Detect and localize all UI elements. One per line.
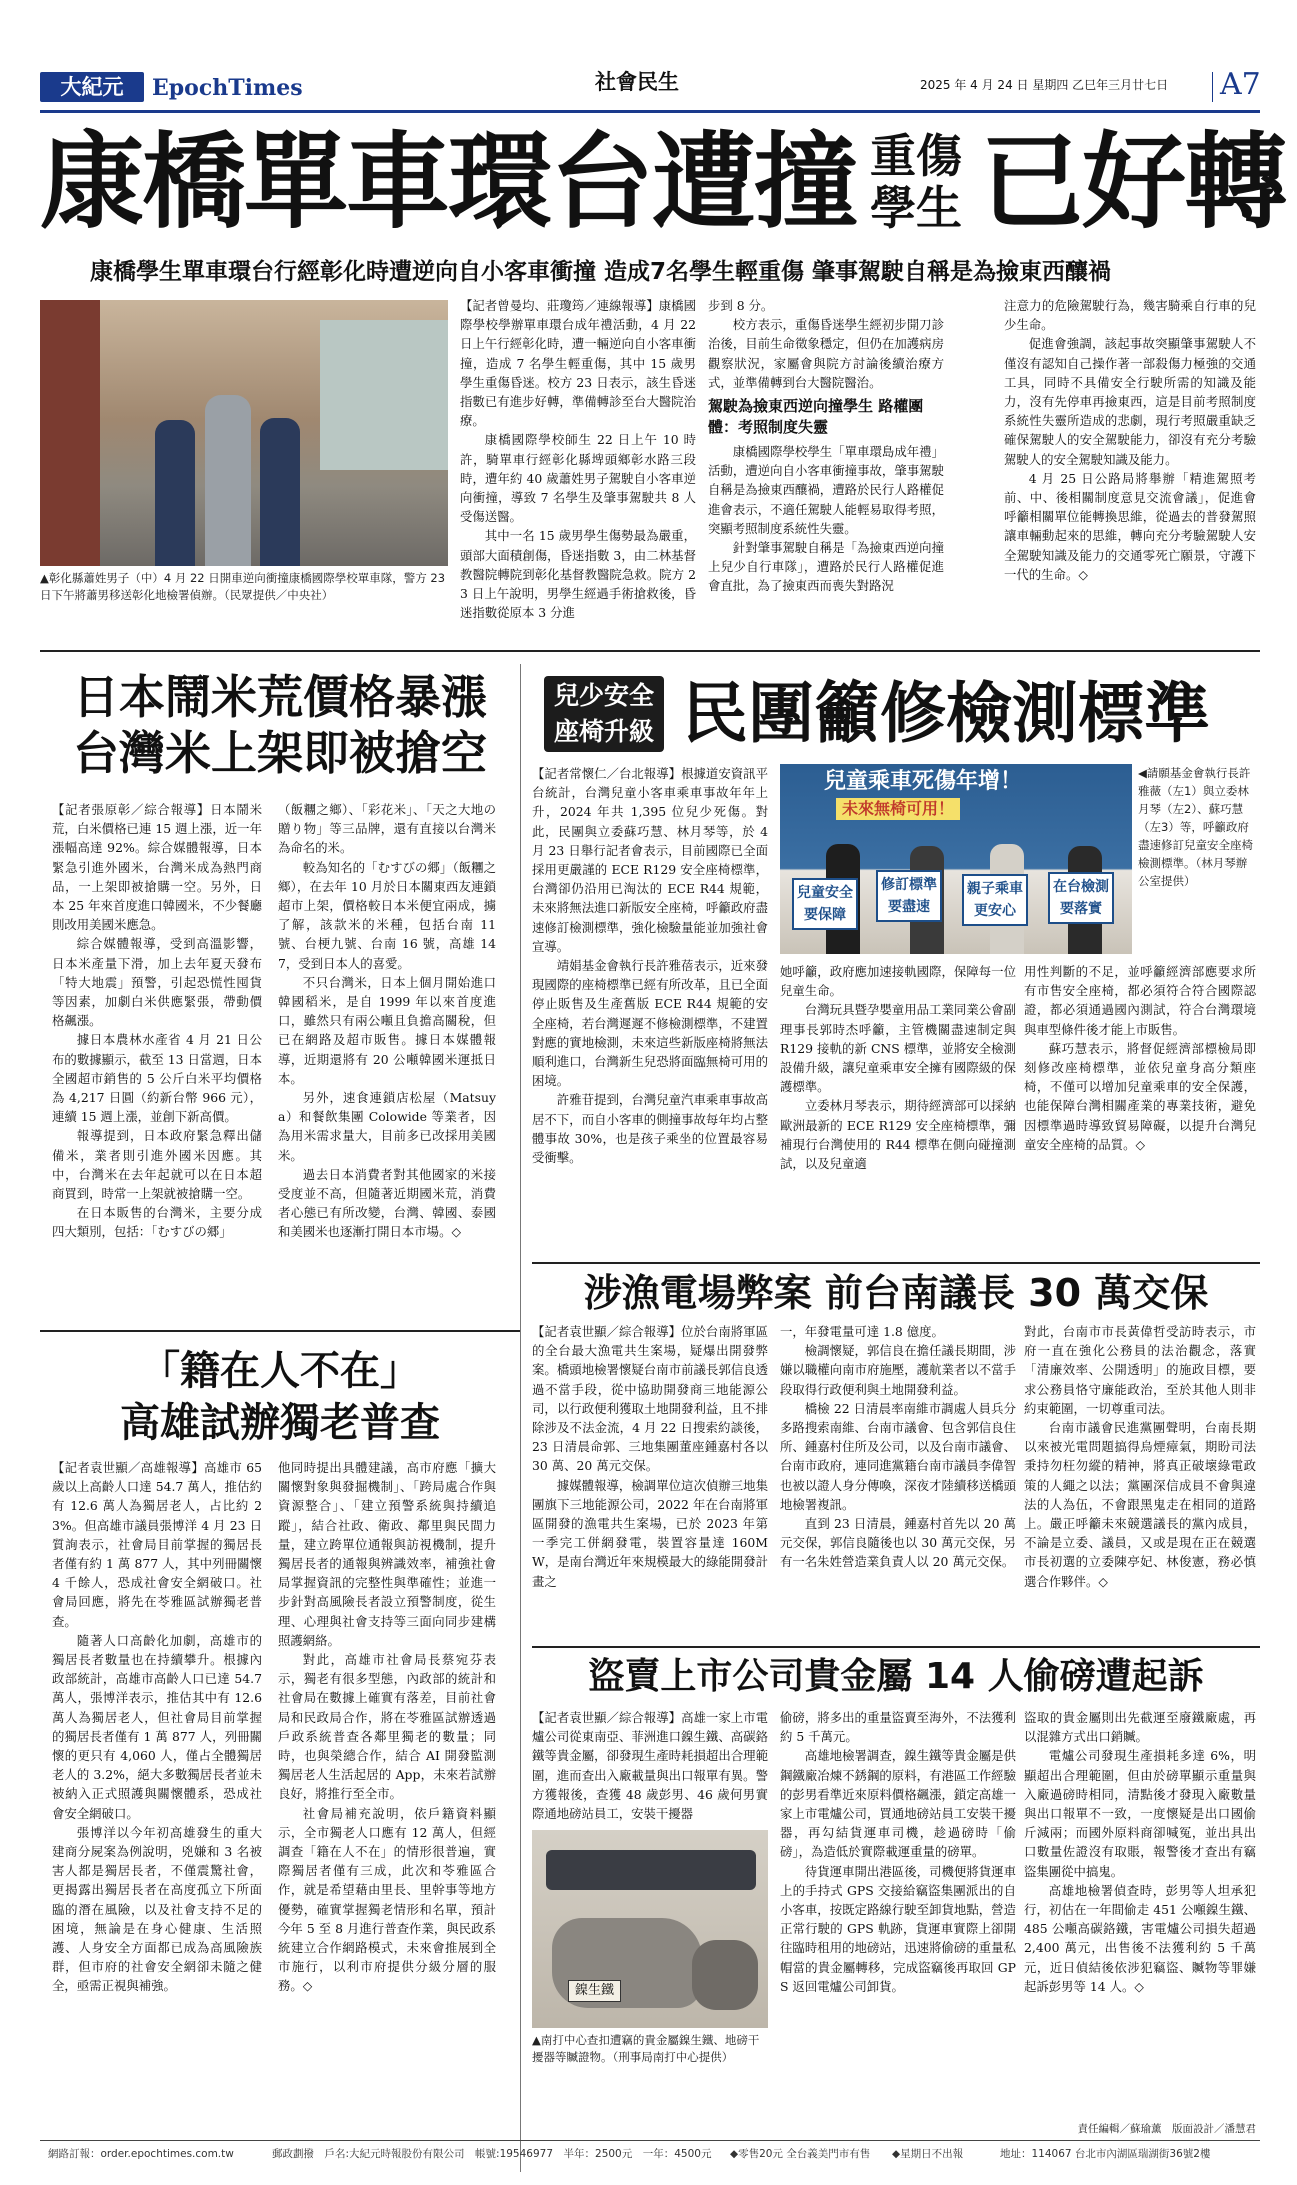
story1-headline — [40, 120, 1287, 248]
paragraph: 注意力的危險駕駛行為，幾害騎乘自行車的兒少生命。 — [1004, 298, 1256, 333]
section-name: 社會民生 — [595, 70, 679, 94]
story5-col2 — [278, 1458, 496, 2136]
paragraph: 【記者袁世顯／綜合報導】位於台南將軍區的全台最大漁電共生案場，疑爆出開發弊案。橋頭地檢署懷疑台南市前議長郭信良透過不當手段，從中協助開發商三地能源公司，以行政便利獲取土地開發利益，且不排除涉及不法金流，4 月 22 日搜索約談後，23 日清晨命郭、三地集團董座鍾嘉村各以 30 萬、20 萬元交保。 — [532, 1324, 768, 1474]
paragraph: 步到 8 分。 — [708, 298, 774, 313]
paragraph: 社會局補充說明，依戶籍資料顯示，全市獨老人口應有 12 萬人，但經調查「籍在人不在」的情形很普遍，實際獨居者僅有三成，此次和苓雅區合作，就是希望藉由里長、里幹事等地方優勢，確實掌握獨老情形和名單，預計今年 5 至 8 月進行普查作業，與民政系統建立合作網路模式，未來會推展到全市施行，以利市府提供分級分層的服務。◇ — [278, 1805, 496, 1994]
paragraph: 蘇巧慧表示，將督促經濟部標檢局即刻修改座椅標準，並依兒童身高分類座椅，不僅可以增加兒童乘車的安全保護，也能保障台灣相關產業的專業技術，避免因標準過時導致貿易障礙，以提升台灣兒童安全座椅的品質。◇ — [1024, 1040, 1256, 1152]
paragraph: 在日本販售的台灣米，主要分成四大類別，包括：「むすびの郷」 — [52, 1205, 262, 1240]
headline-main: 康橋單車環台遭撞 — [40, 121, 857, 243]
paragraph: 據媒體報導，檢調單位這次偵辦三地集團旗下三地能源公司，2022 年在台南將軍區開發的漁電共生案場，已於 2023 年第一季完工併網發電，裝置容量達 160MW，是南台灣近年來規模最大的綠能開發計畫之 — [532, 1477, 768, 1589]
paragraph: 針對肇事駕駛自稱是「為撿東西逆向撞上兒少自行車隊」，遭路於民行人路權促進會直批，為了撿東西而喪失對路況 — [708, 540, 944, 594]
paragraph: 待貨運車開出港區後，司機便將貨運車上的手持式 GPS 交接給竊盜集團派出的自小客車，按既定路線行駛至卸貨地點，營造正常行駛的 GPS 軌跡，貨運車實際上卻開往臨時租用的地磅站，迅速將偷磅的重量私帽當的貴金屬轉移，完成盜竊後再取回 GPS 返回電爐公司卸貨。 — [780, 1863, 1016, 1994]
paragraph: 【記者袁世顯／高雄報導】高雄市 65 歲以上高齡人口達 54.7 萬人，推估約有 12.6 萬人為獨居老人，占比約 23%。但高雄市議員張博洋 4 月 23 日質詢表示，社會局目前掌握的獨居長者僅有約 1 萬 877 人，其中列冊關懷 4 千餘人，恐成社會安全網破口。社會局回應，將先在苓雅區試辦獨老普查。 — [52, 1460, 262, 1629]
logo-cn: 大紀元 — [40, 72, 144, 102]
paragraph: 另外，速食連鎖店松屋（Matsuya）和餐飲集團 Colowide 等業者，因為用米需求量大，目前多已改採用美國米。 — [278, 1090, 496, 1163]
story1-subhead: 駕駛為撿東西逆向撞學生 路權團體：考照制度失靈 — [708, 397, 924, 437]
paragraph: 電爐公司發現生產損耗多達 6%，明顯超出合理範圍，但由於磅單顯示重量與入廠過磅時相同，清點後才發現入廠數量與出口報單不一致，一度懷疑是出口國偷斤減兩；而國外原料商卻喊冤，並出具出口數量佐證沒有取賬，報警後才查出有竊盜集團從中搞鬼。 — [1024, 1748, 1256, 1879]
story2-col2 — [278, 800, 496, 1320]
paragraph: 對此，台南市市長黃偉哲受訪時表示，市府一直在強化公務員的法治觀念，落實「清廉效率、公開透明」的施政目標，要求公務員恪守廉能政治，至於其他人則非約束範圍，一切尊重司法。 — [1024, 1324, 1256, 1416]
paragraph: 綜合媒體報導，受到高溫影響，日本米產量下滑，加上去年夏天發布「特大地震」預警，引起恐慌性囤貨等因素，加劇白米供應緊張，帶動價格飆漲。 — [52, 936, 262, 1029]
paragraph: 她呼籲，政府應加速接軌國際，保障每一位兒童生命。 — [780, 964, 1016, 999]
page-number: A7 — [1220, 67, 1261, 102]
headline-small-1: 兒少安全 — [553, 681, 654, 710]
footer-address: 地址：114067 台北市內湖區瑞湖街36號2樓 — [1000, 2148, 1211, 2160]
paragraph: 過去日本消費者對其他國家的米接受度並不高，但隨著近期國米荒，消費者心態已有所改變，台灣、韓國、泰國和美國米也逐漸打開日本市場。◇ — [278, 1166, 496, 1240]
paragraph: 檢調懷疑，郭信良在擔任議長期間，涉嫌以職權向南市府施壓，護航業者以不當手段取得行政便利與土地開發利益。 — [780, 1343, 1016, 1397]
headline-main: 民團籲修檢測標準 — [682, 675, 1210, 752]
story4-col1 — [532, 1322, 768, 1642]
paragraph: 一，年發電量可達 1.8 億度。 — [780, 1324, 944, 1339]
paragraph: 盜取的貴金屬則出先截運至廢鐵廠處，再以混雜方式出口銷贓。 — [1024, 1710, 1256, 1745]
credits: 責任編輯／蘇瑜薰 版面設計／潘慧君 — [1077, 2123, 1256, 2135]
paragraph: 台南市議會民進黨團聲明，台南長期以來被光電問題搞得烏煙瘴氣，期盼司法秉持勿枉勿縱的精神，將真正破壞綠電政策的人繩之以法；黨團深信成員不會與違法的人為伍，不會跟黑鬼走在相同的道路上。嚴正呼籲未來競選議長的黨內成員，不論是立委、議員，又或是現在正在競選市長初選的立委陳亭妃、林俊憲，務必慎選合作夥伴。◇ — [1024, 1420, 1256, 1589]
masthead — [40, 68, 1260, 108]
paragraph: 【記者曾曼均、莊瓊筠／連線報導】康橋國際學校學辦單車環台成年禮活動，4 月 22 日上午行經彰化時，遭一輛逆向自小客車衝撞，造成 7 名學生輕重傷，其中 15 歲男學生重傷昏迷。校方 23 日表示，該生昏迷指數已有進步好轉，準備轉診至台大醫院治療。 — [460, 298, 696, 429]
story3-col3 — [1024, 962, 1256, 1306]
headline-small-1: 重傷 — [870, 129, 962, 183]
story4-headline: 涉漁電場弊案 前台南議長 30 萬交保 — [583, 1271, 1209, 1315]
footer — [40, 2145, 1260, 2165]
paragraph: 靖娟基金會執行長許雅蓓表示，近來發現國際的座椅標準已經有所改革，且已全面停止販售及生產舊版 ECE R44 規範的安全座椅，若台灣遲遲不修檢測標準，不建置對應的實地檢測，未來這些新版座椅將無法順利進口，台灣新生兒恐將面臨無椅可用的困境。 — [532, 958, 768, 1089]
paragraph: 報導提到，日本政府緊急釋出儲備米，業者則引進外國米因應。其中，台灣米在去年起就可以在日本超商買到，時常一上架就被搶購一空。 — [52, 1128, 262, 1202]
paragraph: 用性判斷的不足，並呼籲經濟部應要求所有市售安全座椅，都必須符合符合國際認證，都必須通過國內測試，符合台灣環境與車型條件後才能上市販售。 — [1024, 964, 1256, 1037]
paragraph: 橋檢 22 日清晨率南維市調處人員兵分多路搜索南維、台南市議會、包含郭信良住所、鍾嘉村住所及公司，以及台南市議會、台南市政府，連同進黨籍台南市議員李偉智也被以證人身分傳喚，深夜才陸續移送橋頭地檢署複訊。 — [780, 1400, 1016, 1512]
story6-photo — [532, 1830, 768, 2028]
story2-headline-2: 台灣米上架即被搶空 — [73, 726, 487, 780]
photo-banner-2: 未來無椅可用！ — [836, 798, 960, 820]
paragraph: 台灣玩具暨孕嬰童用品工業同業公會副理事長郭時杰呼籲，主管機關盡速制定與 R129 接軌的新 CNS 標準，並將安全檢測設備升級，讓兒童乘車安全擁有國際級的保護標準。 — [780, 1002, 1016, 1095]
headline-small-2: 座椅升級 — [553, 717, 654, 746]
story4-col3 — [1024, 1322, 1256, 1642]
story6-col3 — [1024, 1708, 1256, 2118]
paragraph: （飯糰之鄉）、「彩花米」、「天之大地の贈り物」等三品牌，還有直接以台灣米為命名的米。 — [278, 802, 496, 856]
story1-deck: 康橋學生單車環台行經彰化時遭逆向自小客車衝撞 造成7名學生輕重傷 肇事駕駛自稱是為撿東西釀禍 — [90, 259, 1112, 285]
story1-col2 — [708, 296, 944, 640]
story6-col1 — [532, 1708, 768, 1826]
paragraph: 高雄地檢署偵查時，彭男等人坦承犯行，初估在一年間偷走 451 公噸鎳生鐵、485 公噸高碳鉻鐵，害電爐公司損失超過 2,400 萬元，出售後不法獲利約 5 千萬元，近日偵結後依涉犯竊盜、贓物等罪嫌起訴彭男等 14 人。◇ — [1024, 1882, 1256, 1994]
story1-photo — [40, 300, 448, 566]
issue-date: 2025 年 4 月 24 日 星期四 乙巳年三月廿七日 — [920, 78, 1169, 92]
story1-col3 — [1004, 296, 1256, 640]
story5-headline-2: 高雄試辦獨老普查 — [120, 1400, 440, 1446]
paragraph: 促進會強調，該起事故突顯肇事駕駛人不僅沒有認知自己操作著一部殺傷力極強的交通工具，同時不具備安全行駛所需的知識及能力，沒有先停車再撿東西，這是目前考照制度系統性失靈所造成的悲劇，現行考照嚴重缺乏確保駕駛人的安全駕駛能力，卻沒有充分考驗駕駛人的安全駕駛知識及能力。 — [1004, 336, 1256, 467]
paragraph: 張博洋以今年初高雄發生的重大建商分屍案為例說明，兇嫌和 3 名被害人都是獨居長者，不僅震驚社會，更揭露出獨居長者在高度孤立下所面臨的潛在風險，以及社會支持不足的困境，無論是在身心健康、生活照護、人身安全方面都已成為高風險族群，但市府的社會安全網卻未隨之健全，亟需正視與補強。 — [52, 1824, 262, 1994]
paragraph: 不只台灣米，日本上個月開始進口韓國稻米，是自 1999 年以來首度進口，雖然只有兩公噸且負擔高關稅，但已在網路及超市販售。據日本媒體報導，近期還將有 20 公噸韓國米運抵日本。 — [278, 974, 496, 1086]
logo-en: EpochTimes — [152, 75, 303, 101]
story3-caption: ◀請願基金會執行長許雅薇（左1）與立委林月琴（左2）、蘇巧慧（左3）等，呼籲政府盡速修訂兒童安全座椅檢測標準。（林月琴辦公室提供） — [1138, 766, 1253, 888]
headline-small-2: 學生 — [870, 181, 962, 235]
footer-postal: 郵政劃撥 戶名:大紀元時報股份有限公司 帳號:19546977 半年：2500元 一年：4500元 — [272, 2148, 712, 2160]
story6-headline: 盜賣上市公司貴金屬 14 人偷磅遭起訴 — [588, 1656, 1204, 1697]
photo-sign-1: 兒童安全要保障 — [792, 878, 858, 930]
story3-photo — [780, 764, 1132, 954]
paragraph: 【記者常懷仁／台北報導】根據道安資訊平台統計，台灣兒童小客車乘車事故年年上升，2024 年共 1,395 位兒少死傷。對此，民團與立委蘇巧慧、林月琴等，於 4 月 23 日舉行記者會表示，目前國際已全面採用更嚴謹的 ECE R129 安全座椅標準，台灣卻仍沿用已淘汰的 ECE R44 規範，未來將無法進口新版安全座椅，呼籲政府盡速修訂檢測標準，強化檢驗量能並加強社會宣導。 — [532, 766, 768, 954]
paragraph: 【記者張原彰／綜合報導】日本鬧米荒，白米價格已連 15 週上漲，近一年漲幅高達 92%。綜合媒體報導，日本緊急引進外國米，台灣米成為熱門商品，一上架即被搶購一空。另外，日本 25 年來首度進口韓國米，不少餐廳則改用美國米應急。 — [52, 802, 262, 933]
paragraph: 直到 23 日清晨，鍾嘉村首先以 20 萬元交保，郭信良隨後也以 30 萬元交保，另有一名朱姓營造業負責人以 20 萬元交保。 — [780, 1516, 1016, 1570]
paragraph: 立委林月琴表示，期待經濟部可以採納歐洲最新的 ECE R129 安全座椅標準，彌補現行台灣使用的 R44 標準在側向碰撞測試，以及兒童適 — [780, 1098, 1016, 1172]
photo-sign-2: 修訂標準要盡速 — [876, 870, 942, 922]
story3-col2 — [780, 962, 1016, 1306]
paragraph: 康橋國際學校師生 22 日上午 10 時許，騎單車行經彰化縣埤頭鄉彰水路三段時，遭年約 40 歲蕭姓男子駕駛自小客車逆向衝撞，導致 7 名學生及肇事駕駛共 8 人受傷送醫。 — [460, 432, 696, 525]
evidence-label: 鎳生鐵 — [568, 1980, 621, 2002]
story3-col1 — [532, 764, 768, 1306]
story2-col1 — [52, 800, 262, 1320]
story2-headline-1: 日本鬧米荒價格暴漲 — [73, 670, 487, 724]
headline-tail: 已好轉 — [980, 121, 1287, 243]
paragraph: 較為知名的「むすびの郷」（飯糰之鄉），在去年 10 月於日本關東西友連鎖超市上架，價格較日本米便宜兩成，擄了解，該款米的米種，包括台南 11 號、台梗九號、台南 16 號，高雄 147，受到日本人的喜愛。 — [278, 859, 496, 971]
paragraph: 對此，高雄市社會局長蔡宛芬表示，獨老有很多型態，內政部的統計和社會局在數據上確實有落差，目前社會局和民政局合作，將在苓雅區試辦透過戶政系統普查各鄰里獨老的數量；同時，也與榮總合作，結合 AI 開發監測獨居老人生活起居的 App，未來若試辦良好，將推行至全市。 — [278, 1652, 496, 1802]
story3-headline — [532, 668, 1260, 760]
paragraph: 隨著人口高齡化加劇，高雄市的獨居長者數量也在持續攀升。根據內政部統計，高雄市高齡人口已達 54.7 萬人，張博洋表示，推估其中有 12.6 萬人為獨居老人，但社會局目前掌握的獨居長者僅有 1 萬 877 人，列冊關懷的更只有 4,060 人，僅占全體獨居老人的 3.2%，絕大多數獨居長者並未被納入正式照護與關懷體系，恐成社會安全網破口。 — [52, 1632, 262, 1821]
paragraph: 校方表示，重傷昏迷學生經初步開刀診治後，目前生命徵象穩定，但仍在加護病房觀察狀況，家屬會與院方討論後續治療方式，並準備轉到台大醫院醫治。 — [708, 317, 944, 390]
story1-caption: ▲彰化縣蕭姓男子（中）4 月 22 日開車逆向衝撞康橋國際學校單車隊，警方 23 日下午將蕭男移送彰化地檢署偵辦。（民眾提供／中央社） — [40, 571, 446, 602]
paragraph: 據日本農林水產省 4 月 21 日公布的數據顯示，截至 13 日當週，日本全國超市銷售的 5 公斤白米平均價格為 4,217 日圓（約新台幣 966 元），連續 15 週上漲，並創下新高價。 — [52, 1032, 262, 1125]
paragraph: 偷磅，將多出的重量盜賣至海外，不法獲利約 5 千萬元。 — [780, 1710, 1016, 1745]
footer-site[interactable]: 網路訂報：order.epochtimes.com.tw — [48, 2148, 234, 2160]
paragraph: 高雄地檢署調查，鎳生鐵等貴金屬是供鋼鐵廠冶煉不銹鋼的原料，有港區工作經驗的彭男看準近來原料價格飆漲，鎖定高雄一家上市電爐公司，買通地磅站員工安裝干擾器，再勾結貨運車司機，趁過磅時「偷磅」，為造低於實際載運重量的磅單。 — [780, 1748, 1016, 1860]
photo-sign-3: 親子乘車更安心 — [962, 874, 1028, 926]
photo-banner-1: 兒童乘車死傷年增！ — [824, 769, 1023, 794]
photo-sign-4: 在台檢測要落實 — [1048, 872, 1114, 924]
paragraph: 許雅苷提到，台灣兒童汽車乘車事故高居不下，而自小客車的側撞事故每年均占整體事故 30%，也是孩子乘坐的位置最容易受衝擊。 — [532, 1092, 768, 1166]
paragraph: 康橋國際學校學生「單車環島成年禮」活動，遭逆向自小客車衝撞事故，肇事駕駛自稱是為撿東西釀禍，遭路於民行人路權促進會表示，不適任駕駛人能輕易取得考照，突顯考照制度系統性失靈。 — [708, 444, 944, 536]
paragraph: 4 月 25 日公路局將舉辦「精進駕照考前、中、後相關制度意見交流會議」，促進會呼籲相關單位能轉換思維，從過去的普發駕照讓車輛動起來的思維，轉向充分考驗駕駛人安全駕駛知識及能力的交通零死亡願景，守護下一代的生命。◇ — [1004, 470, 1256, 582]
story4-col2 — [780, 1322, 1016, 1642]
paragraph: 他同時提出具體建議，高市府應「擴大關懷對象與發掘機制」、「跨局處合作與資源整合」、「建立預警系統與持續追蹤」，結合社政、衛政、鄰里與民間力量，建立跨單位通報與訪視機制，提升獨居長者的通報與辨識效率，補強社會局掌握資訊的完整性與準確性；並進一步針對高風險長者設立預警制度，從生理、心理與社會支持等三面向同步建構照護網絡。 — [278, 1460, 496, 1648]
story6-caption: ▲南打中心查扣遭竊的貴金屬鎳生鐵、地磅干擾器等贓證物。（刑事局南打中心提供） — [532, 2033, 760, 2064]
story6-col2 — [780, 1708, 1016, 2138]
footer-price: ◆零售20元 全台義美門市有售 — [730, 2148, 871, 2160]
story5-col1 — [52, 1458, 262, 2136]
story1-col1 — [460, 296, 696, 640]
paragraph: 其中一名 15 歲男學生傷勢最為嚴重，頭部大面積創傷，昏迷指數 3，由二林基督教醫院轉院到彰化基督教醫院急救。院方 23 日上午說明，男學生經過手術搶救後，昏迷指數從原本 3 分進 — [460, 528, 696, 621]
paragraph: 【記者袁世顯／綜合報導】高雄一家上市電爐公司從東南亞、菲洲進口鎳生鐵、高碳鉻鐵等貴金屬，卻發現生產時耗損超出合理範圍，進而查出入廠載量與出口報單有異。警方獲報後，查獲 48 歲彭男、46 歲何男實際通地磅站員工，安裝干擾器 — [532, 1710, 768, 1822]
story5-headline-1: 「籍在人不在」 — [140, 1348, 420, 1394]
footer-weekend: ◆星期日不出報 — [892, 2148, 964, 2160]
